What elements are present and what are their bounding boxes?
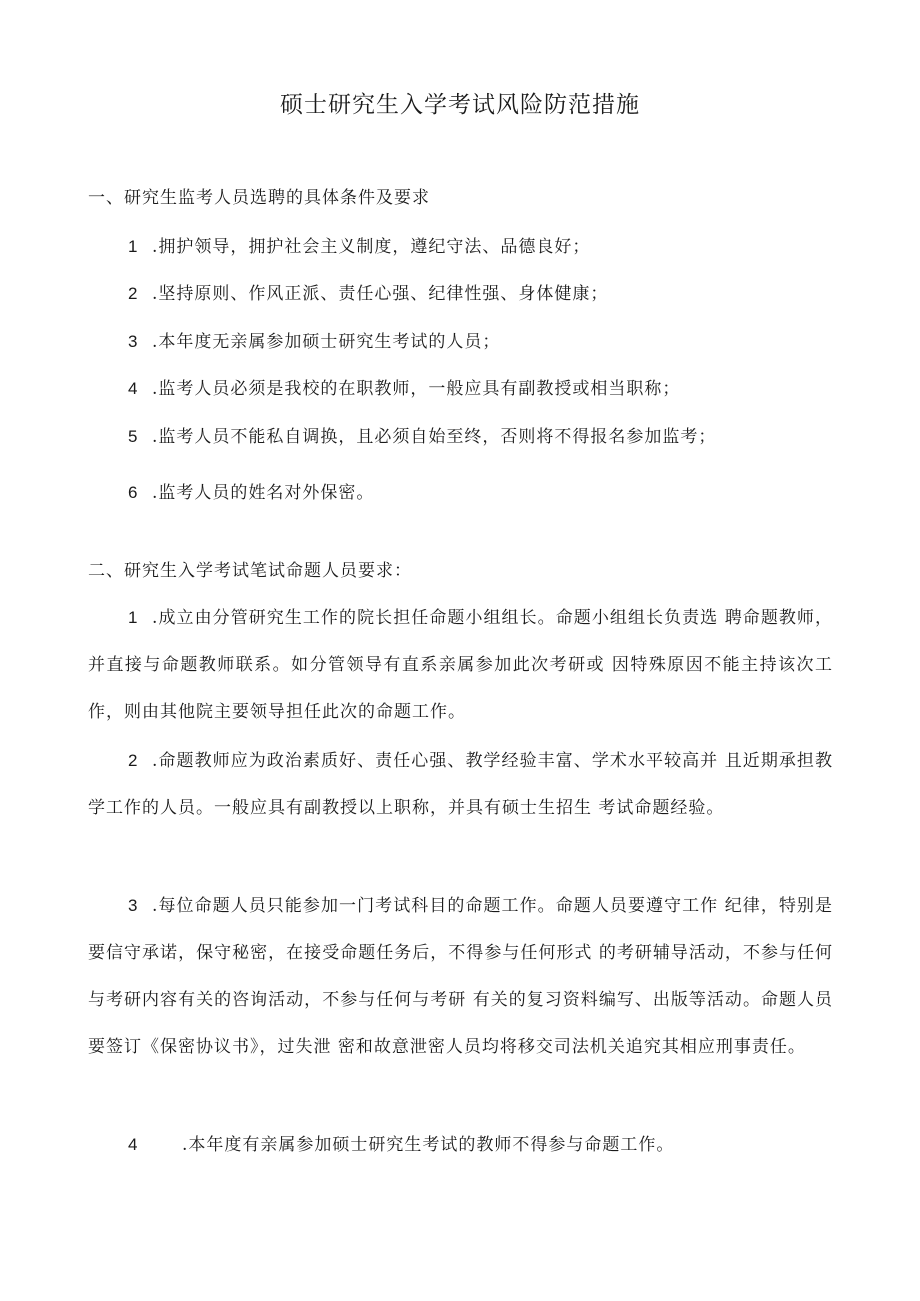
section-1-heading: 一、研究生监考人员选聘的具体条件及要求	[88, 188, 430, 208]
section-1-item-1	[128, 234, 590, 260]
item-text: .本年度无亲属参加硕士研究生考试的人员；	[152, 332, 501, 352]
item-number: 1	[128, 237, 139, 256]
section-2-paragraph-4	[88, 1121, 833, 1169]
item-text: .监考人员必须是我校的在职教师，一般应具有副教授或相当职称；	[152, 379, 681, 399]
section-1-item-5	[128, 424, 716, 450]
section-2-paragraph-2	[88, 737, 833, 832]
page-title: 硕士研究生入学考试风险防范措施	[280, 92, 640, 118]
item-number: 4	[128, 1135, 139, 1154]
item-text: .监考人员不能私自调换，且必须自始至终，否则将不得报名参加监考；	[152, 427, 717, 447]
item-number: 2	[128, 284, 139, 303]
section-2-heading: 二、研究生入学考试笔试命题人员要求：	[88, 561, 412, 581]
section-1-item-2	[128, 281, 608, 307]
item-number: 3	[128, 896, 139, 915]
section-1-item-3	[128, 329, 500, 355]
section-2-paragraph-1	[88, 594, 833, 736]
item-text: .坚持原则、作风正派、责任心强、纪律性强、身体健康；	[152, 284, 609, 304]
item-text: .拥护领导，拥护社会主义制度，遵纪守法、品德良好；	[152, 237, 591, 257]
item-number: 1	[128, 608, 139, 627]
item-number: 6	[128, 483, 139, 502]
item-text: .本年度有亲属参加硕士研究生考试的教师不得参与命题工作。	[182, 1135, 675, 1155]
item-number: 2	[128, 751, 139, 770]
item-text: .监考人员的姓名对外保密。	[152, 483, 375, 503]
section-1-item-4	[128, 376, 680, 402]
item-number: 3	[128, 332, 139, 351]
item-text: .每位命题人员只能参加一门考试科目的命题工作。命题人员要遵守工作 纪律，特别是要信守承诺，保守秘密，在接受命题任务后，不得参与任何形式 的考研辅导活动，不参与任何与考研内容有关的咨询活动，不参与任何与考研 有关的复习资料编写、出版等活动。命题人员要签订《保密协议书》，过失泄 密和故意泄密人员均将移交司法机关追究其相应刑事责任。	[88, 896, 833, 1057]
item-number: 5	[128, 427, 139, 446]
section-1-item-6	[128, 480, 374, 506]
item-text: .成立由分管研究生工作的院长担任命题小组组长。命题小组组长负责选 聘命题教师，并直接与命题教师联系。如分管领导有直系亲属参加此次考研或 因特殊原因不能主持该次工作，则由其他院主要领导担任此次的命题工作。	[88, 608, 833, 722]
item-text: .命题教师应为政治素质好、责任心强、教学经验丰富、学术水平较高并 且近期承担教学工作的人员。一般应具有副教授以上职称，并具有硕士生招生 考试命题经验。	[88, 751, 833, 818]
item-number: 4	[128, 379, 139, 398]
section-2-paragraph-3	[88, 882, 833, 1071]
